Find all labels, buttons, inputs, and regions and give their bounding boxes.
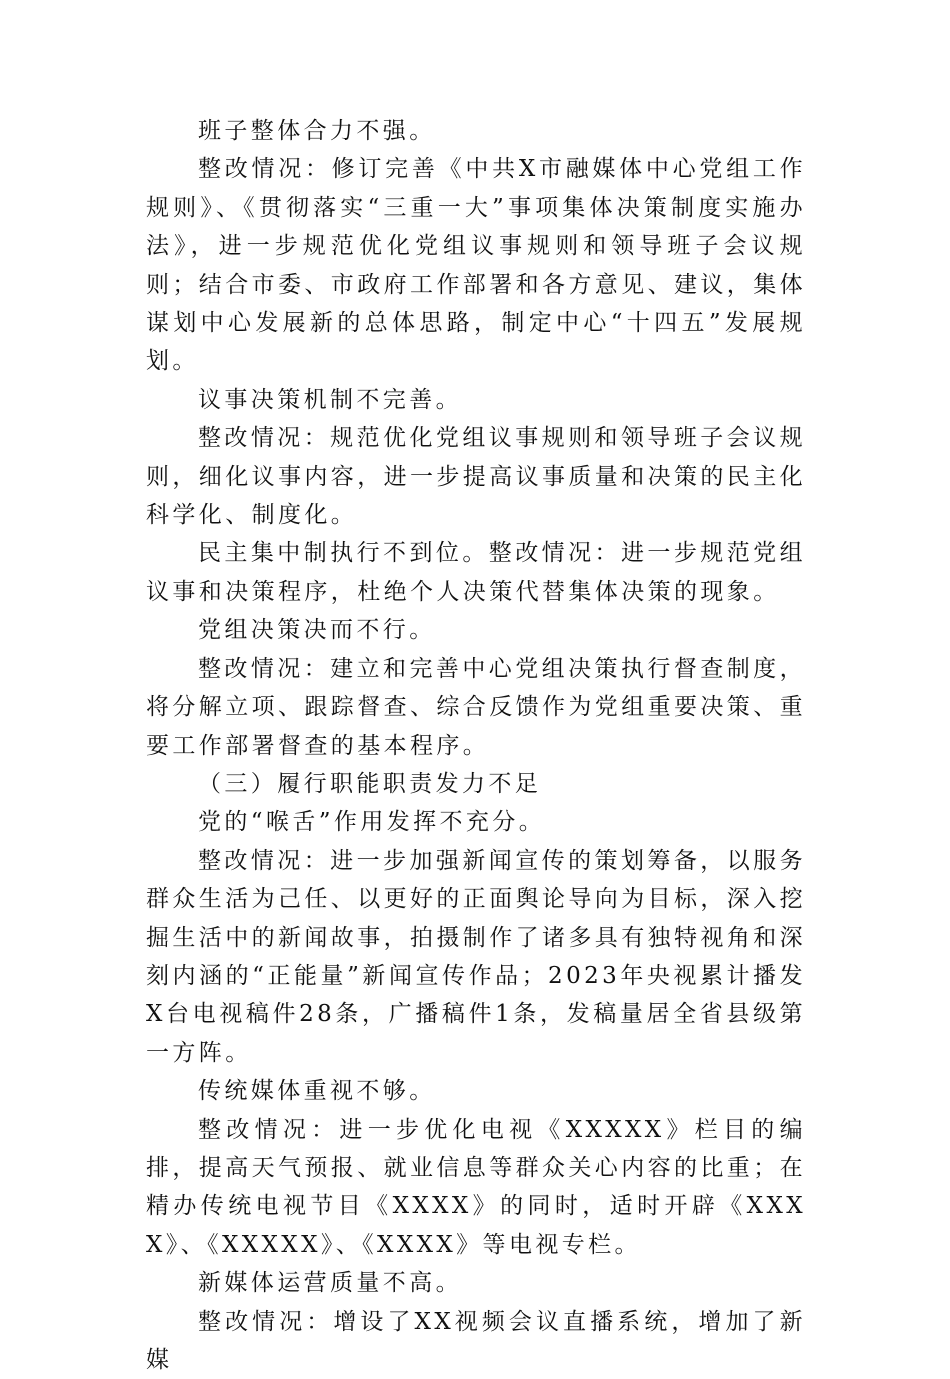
paragraph-democratic-centralism: 民主集中制执行不到位。整改情况：进一步规范党组议事和决策程序，杜绝个人决策代替集体决策的现象。 <box>146 540 806 605</box>
paragraph-issue-traditional-media: 传统媒体重视不够。 <box>198 1078 436 1105</box>
paragraph-issue-team-cohesion: 班子整体合力不强。 <box>198 118 436 144</box>
paragraph-rectification-tv-programs: 整改情况：进一步优化电视《XXXXX》栏目的编排，提高天气预报、就业信息等群众关心内容的比重；在精办传统电视节目《XXXX》的同时，适时开辟《XXXX》、《XXXXX》、《XXXX》等电视专栏。 <box>146 1116 806 1258</box>
paragraph-rectification-new-media: 整改情况：增设了XX视频会议直播系统，增加了新媒 <box>146 1308 806 1373</box>
paragraph-issue-new-media: 新媒体运营质量不高。 <box>198 1270 462 1297</box>
paragraph-rectification-supervision: 整改情况：建立和完善中心党组决策执行督查制度，将分解立项、跟踪督查、综合反馈作为党组重要决策、重要工作部署督查的基本程序。 <box>146 655 806 759</box>
document-body <box>146 112 806 1379</box>
paragraph-rectification-decision-quality: 整改情况：规范优化党组议事规则和领导班子会议规则，细化议事内容，进一步提高议事质量和决策的民主化科学化、制度化。 <box>146 425 806 529</box>
paragraph-issue-decision-mechanism: 议事决策机制不完善。 <box>198 386 462 413</box>
paragraph-issue-mouthpiece-role: 党的“喉舌”作用发挥不充分。 <box>198 809 546 836</box>
paragraph-rectification-rules: 整改情况：修订完善《中共X市融媒体中心党组工作规则》、《贯彻落实“三重一大”事项集体决策制度实施办法》，进一步规范优化党组议事规则和领导班子会议规则；结合市委、市政府工作部署和各方意见、建议，集体谋划中心发展新的总体思路，制定中心“十四五”发展规划。 <box>146 156 806 375</box>
section-heading-3: （三）履行职能职责发力不足 <box>198 770 542 797</box>
paragraph-issue-decision-execution: 党组决策决而不行。 <box>198 617 436 644</box>
paragraph-rectification-news-publicity: 整改情况：进一步加强新闻宣传的策划筹备，以服务群众生活为己任、以更好的正面舆论导向为目标，深入挖掘生活中的新闻故事，拍摄制作了诸多具有独特视角和深刻内涵的“正能量”新闻宣传作品；2023年央视累计播发X台电视稿件28条，广播稿件1条，发稿量居全省县级第一方阵。 <box>146 847 806 1066</box>
